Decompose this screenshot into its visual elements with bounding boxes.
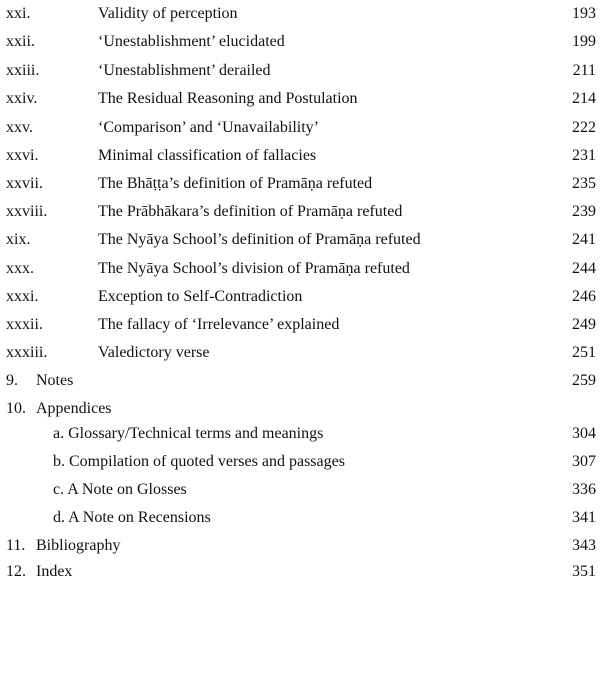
entry-title: Valedictory verse: [98, 344, 210, 361]
entry-page: 199: [572, 33, 596, 50]
entry-page: 244: [572, 260, 596, 277]
toc-entry[interactable]: [6, 117, 596, 139]
entry-title: The Nyāya School’s definition of Pramāṇa refuted: [98, 231, 421, 248]
toc-entry[interactable]: [6, 31, 596, 53]
toc-appendix-entry[interactable]: [6, 423, 596, 445]
entry-number: xxxi.: [6, 288, 39, 305]
entry-page: 231: [572, 147, 596, 164]
chapter-title: Appendices: [36, 400, 112, 417]
entry-page: 235: [572, 175, 596, 192]
appendix-title: c. A Note on Glosses: [53, 481, 187, 498]
entry-title: Exception to Self-Contradiction: [98, 288, 303, 305]
entry-title: Minimal classification of fallacies: [98, 147, 317, 164]
entry-title: The Residual Reasoning and Postulation: [98, 90, 358, 107]
entry-number: xxvi.: [6, 147, 39, 164]
toc-appendix-entry[interactable]: [6, 479, 596, 501]
appendix-page: 307: [572, 453, 596, 470]
toc-entry[interactable]: [6, 342, 596, 364]
entry-title: ‘Unestablishment’ elucidated: [98, 33, 285, 50]
toc-entry[interactable]: [6, 145, 596, 167]
chapter-number: 12.: [6, 563, 26, 580]
entry-number: xxii.: [6, 33, 35, 50]
entry-number: xxv.: [6, 119, 33, 136]
toc-appendix-entry[interactable]: [6, 451, 596, 473]
chapter-number: 10.: [6, 400, 26, 417]
entry-number: xxxii.: [6, 316, 43, 333]
entry-page: 249: [572, 316, 596, 333]
toc-entry[interactable]: [6, 229, 596, 251]
entry-page: 241: [572, 231, 596, 248]
entry-number: xxvii.: [6, 175, 43, 192]
entry-number: xxiv.: [6, 90, 38, 107]
toc-entry[interactable]: [6, 201, 596, 223]
entry-number: xix.: [6, 231, 31, 248]
entry-number: xxi.: [6, 5, 31, 22]
entry-page: 193: [572, 5, 596, 22]
entry-title: Validity of perception: [98, 5, 238, 22]
entry-title: The fallacy of ‘Irrelevance’ explained: [98, 316, 340, 333]
appendix-title: a. Glossary/Technical terms and meanings: [53, 425, 324, 442]
appendix-page: 341: [572, 509, 596, 526]
chapter-title: Index: [36, 563, 73, 580]
chapter-title: Bibliography: [36, 537, 121, 554]
toc-entry[interactable]: [6, 88, 596, 110]
chapter-number: 9.: [6, 372, 18, 389]
entry-number: xxx.: [6, 260, 34, 277]
appendix-page: 304: [572, 425, 596, 442]
chapter-number: 11.: [6, 537, 26, 554]
entry-number: xxviii.: [6, 203, 48, 220]
toc-entry[interactable]: [6, 3, 596, 25]
entry-page: 239: [572, 203, 596, 220]
toc-appendix-entry[interactable]: [6, 507, 596, 529]
chapter-title: Notes: [36, 372, 74, 389]
chapter-page: 343: [572, 537, 596, 554]
entry-title: The Nyāya School’s division of Pramāṇa refuted: [98, 260, 410, 277]
entry-page: 251: [572, 344, 596, 361]
entry-page: 246: [572, 288, 596, 305]
appendix-title: d. A Note on Recensions: [53, 509, 211, 526]
toc-chapter-bibliography[interactable]: [6, 535, 596, 557]
entry-page: 211: [572, 62, 596, 79]
entry-title: The Prābhākara’s definition of Pramāṇa refuted: [98, 203, 403, 220]
appendix-page: 336: [572, 481, 596, 498]
toc-chapter-appendices[interactable]: [6, 398, 596, 420]
entry-title: The Bhāṭṭa’s definition of Pramāṇa refuted: [98, 175, 373, 192]
toc-entry[interactable]: [6, 258, 596, 280]
entry-number: xxiii.: [6, 62, 40, 79]
chapter-page: 259: [572, 372, 596, 389]
toc-entry[interactable]: [6, 314, 596, 336]
entry-title: ‘Comparison’ and ‘Unavailability’: [98, 119, 319, 136]
entry-page: 214: [572, 90, 596, 107]
toc-entry[interactable]: [6, 286, 596, 308]
toc-entry[interactable]: [6, 60, 596, 82]
toc-chapter-notes[interactable]: [6, 370, 596, 392]
entry-title: ‘Unestablishment’ derailed: [98, 62, 271, 79]
toc-chapter-index[interactable]: [6, 561, 596, 583]
appendix-title: b. Compilation of quoted verses and passages: [53, 453, 345, 470]
chapter-page: 351: [572, 563, 596, 580]
toc-entry[interactable]: [6, 173, 596, 195]
entry-page: 222: [572, 119, 596, 136]
entry-number: xxxiii.: [6, 344, 48, 361]
